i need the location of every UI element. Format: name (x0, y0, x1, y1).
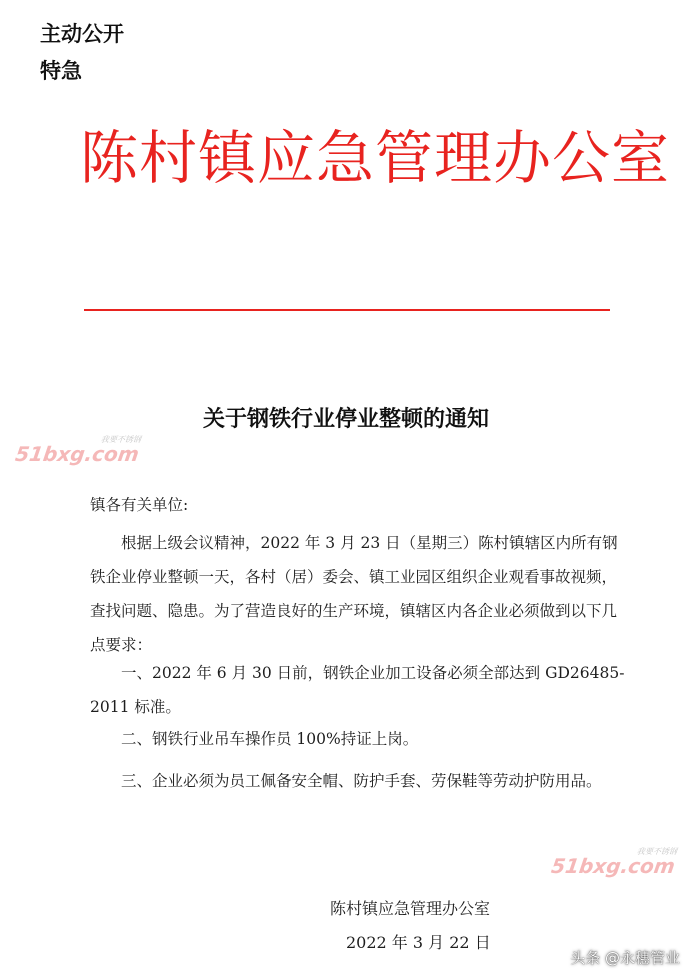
paragraph-main: 根据上级会议精神，2022 年 3 月 23 日（星期三）陈村镇辖区内所有钢铁企业停业整顿一天，各村（居）委会、镇工业园区组织企业观看事故视频，查找问题、隐患。为了营造良好的生产环境，镇辖区内各企业必须做到以下几点要求： (90, 534, 618, 654)
salutation: 镇各有关单位: (90, 496, 189, 514)
issuer-heading: 陈村镇应急管理办公室 (80, 124, 671, 192)
paragraph-item-1: 一、2022 年 6 月 30 日前，钢铁企业加工设备必须全部达到 GD26485-2011 标准。 (90, 664, 625, 716)
red-divider (84, 309, 610, 311)
watermark-right (550, 846, 678, 878)
signature-org: 陈村镇应急管理办公室 (330, 899, 491, 918)
watermark-left (14, 434, 142, 466)
paragraph-item-3: 三、企业必须为员工佩备安全帽、防护手套、劳保鞋等劳动护防用品。 (121, 772, 602, 790)
watermark-text: 51bxg.com (549, 854, 677, 878)
attribution-text: 头条 @永穗管业 (570, 949, 680, 967)
urgency-tag: 特急 (40, 59, 82, 83)
disclosure-tag: 主动公开 (40, 22, 124, 46)
paragraph-item-2: 二、钢铁行业吊车操作员 100%持证上岗。 (121, 730, 419, 748)
watermark-text: 51bxg.com (13, 442, 141, 466)
watermark-small-text: 我要不锈钢 (100, 435, 142, 444)
footer-attribution[interactable] (570, 947, 680, 968)
watermark-small-text: 我要不锈钢 (636, 847, 678, 856)
document-title: 关于钢铁行业停业整顿的通知 (202, 406, 489, 432)
signature-date: 2022 年 3 月 22 日 (346, 933, 491, 952)
